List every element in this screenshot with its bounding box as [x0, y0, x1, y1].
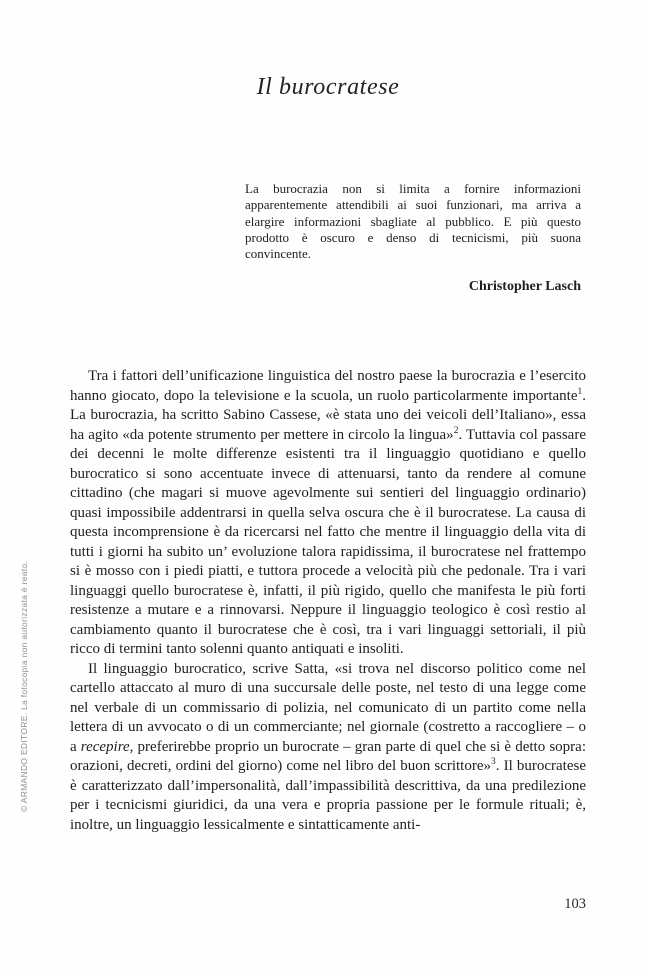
- page-number: 103: [564, 896, 586, 912]
- epigraph-attribution: Christopher Lasch: [468, 279, 581, 295]
- chapter-title: Il burocratese: [256, 74, 400, 100]
- body-paragraph-2: Il linguaggio burocratico, scrive Satta, «si trova nel discorso politico come nel cartello attaccato al muro di una succursale delle poste, nel testo di una legge come nel verbale di un commissario di polizia, nel comunicato di un partito come nella lettera di un avvocato o di un commerciante; nel giornale (costretto a raccogliere – o a recepire, preferirebbe proprio un burocrate – gran parte di quel che si è detto sopra: orazioni, decreti, ordini del giorno) come nel libro del buon scrittore»$^3$. Il burocratese è caratterizzato dall’impersonalità, dall’impassibilità descrittiva, da una predilezione per i tecnicismi giuridici, da una vera e propria passione per le formule rituali; è, inoltre, un linguaggio lessicalmente e sintatticamente anti-: [70, 660, 586, 833]
- body-text-column: [70, 367, 586, 835]
- publisher-copyright-vertical-text: © ARMANDO EDITORE. La fotocopia non autorizzata è reato.: [19, 560, 29, 812]
- epigraph-quote: La burocrazia non si limita a fornire informazioni apparentemente attendibili ai suoi funzionari, ma arriva a elargire informazioni sbagliate al pubblico. E più questo prodotto è oscuro e denso di tecnicismi, più suona convincente.: [245, 181, 581, 262]
- body-paragraph-1: Tra i fattori dell’unificazione linguistica del nostro paese la burocrazia e l’esercito hanno giocato, dopo la televisione e la scuola, un ruolo particolarmente importante$^1$. La burocrazia, ha scritto Sabino Cassese, «è stata uno dei veicoli dell’Italiano», essa ha agito «da potente strumento per mettere in circolo la lingua»$^2$. Tuttavia col passare dei decenni le molte differenze esistenti tra il linguaggio quotidiano e quello burocratico si sono accentuate invece di attenuarsi, tanto da rendere al comune cittadino (che magari si muove agevolmente sui sentieri del linguaggio ordinario) quasi impossibile addentrarsi in quella selva oscura che è il burocratese. La causa di questa incomprensione è da ricercarsi nel fatto che mentre il linguaggio della vita di tutti i giorni ha subito un’ evoluzione talora rapidissima, il burocratese nel frattempo si è mosso con i piedi piatti, e tuttora procede a velocità più che pedonale. Tra i vari linguaggi quello burocratese è, infatti, il più rigido, quello che manifesta le più forti resistenze a mutare e a rinnovarsi. Neppure il linguaggio teologico è così restio al cambiamento quanto il burocratese che è così, tra i vari linguaggi settoriali, il più ricco di termini tanto solenni quanto antiquati e insoliti.: [70, 368, 586, 657]
- epigraph-block: [245, 181, 581, 295]
